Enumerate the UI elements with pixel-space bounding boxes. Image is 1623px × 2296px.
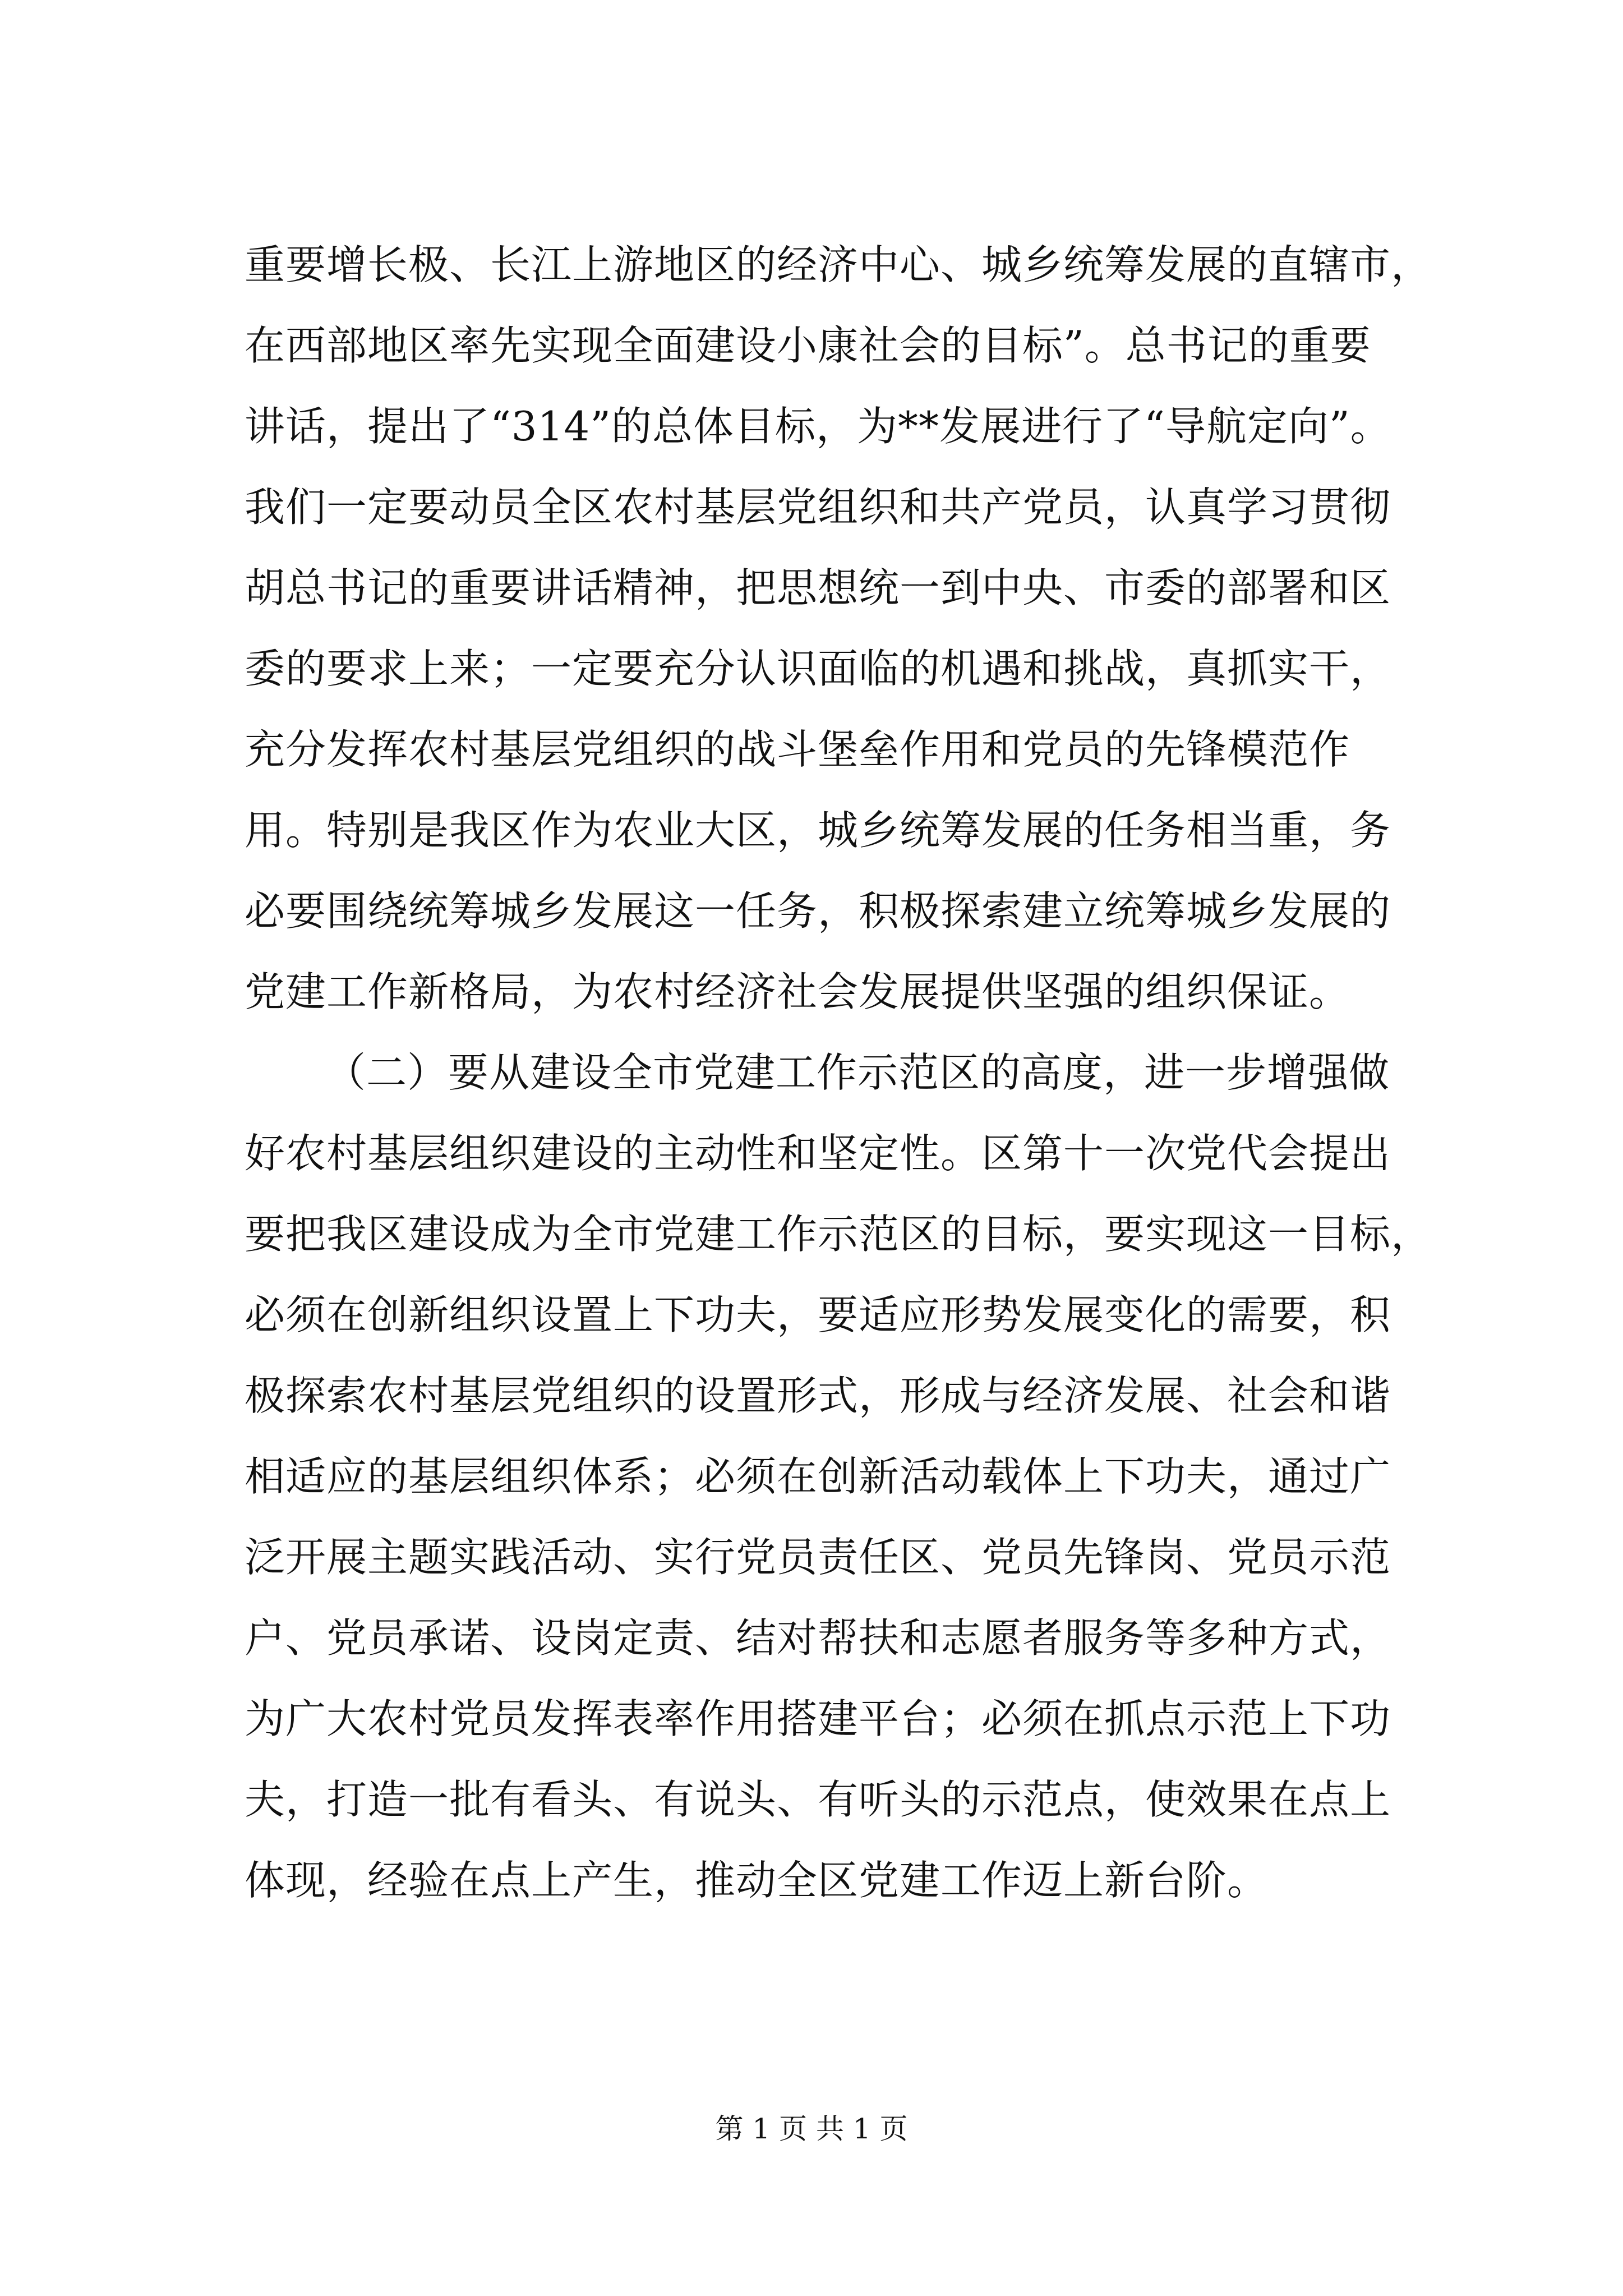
text-line: （二）要从建设全市党建工作示范区的高度，进一步增强做	[325, 1049, 1390, 1096]
text-line: 党建工作新格局，为农村经济社会发展提供坚强的组织保证。	[245, 968, 1350, 1015]
text-line: 讲话，提出了“314”的总体目标，为**发展进行了“导航定向”。	[245, 403, 1391, 450]
text-line: 好农村基层组织建设的主动性和坚定性。区第十一次党代会提出	[245, 1130, 1391, 1177]
text-line: 胡总书记的重要讲话精神，把思想统一到中央、市委的部署和区	[245, 564, 1391, 611]
text-line: 户、党员承诺、设岗定责、结对帮扶和志愿者服务等多种方式，	[245, 1614, 1391, 1662]
text-line: 为广大农村党员发挥表率作用搭建平台；必须在抓点示范上下功	[245, 1695, 1391, 1742]
body-text	[245, 224, 1478, 1921]
text-line: 在西部地区率先实现全面建设小康社会的目标”。总书记的重要	[245, 322, 1371, 369]
text-line: 重要增长极、长江上游地区的经济中心、城乡统筹发展的直辖市，	[245, 241, 1432, 288]
text-line: 要把我区建设成为全市党建工作示范区的目标，要实现这一目标，	[245, 1211, 1432, 1258]
page-footer: 第 1 页 共 1 页	[715, 2113, 908, 2145]
text-line: 必须在创新组织设置上下功夫，要适应形势发展变化的需要，积	[245, 1291, 1391, 1338]
text-line: 用。特别是我区作为农业大区，城乡统筹发展的任务相当重，务	[245, 807, 1391, 854]
text-line: 必要围绕统筹城乡发展这一任务，积极探索建立统筹城乡发展的	[245, 887, 1391, 935]
text-line: 我们一定要动员全区农村基层党组织和共产党员，认真学习贯彻	[245, 484, 1391, 531]
text-line: 相适应的基层组织体系；必须在创新活动载体上下功夫，通过广	[245, 1453, 1391, 1500]
text-line: 体现，经验在点上产生，推动全区党建工作迈上新台阶。	[245, 1857, 1269, 1904]
text-line: 充分发挥农村基层党组织的战斗堡垒作用和党员的先锋模范作	[245, 726, 1350, 773]
text-line: 委的要求上来；一定要充分认识面临的机遇和挑战，真抓实干，	[245, 645, 1391, 692]
text-line: 极探索农村基层党组织的设置形式，形成与经济发展、社会和谐	[245, 1372, 1391, 1419]
text-line: 夫，打造一批有看头、有说头、有听头的示范点，使效果在点上	[245, 1776, 1391, 1823]
text-line: 泛开展主题实践活动、实行党员责任区、党员先锋岗、党员示范	[245, 1534, 1391, 1581]
